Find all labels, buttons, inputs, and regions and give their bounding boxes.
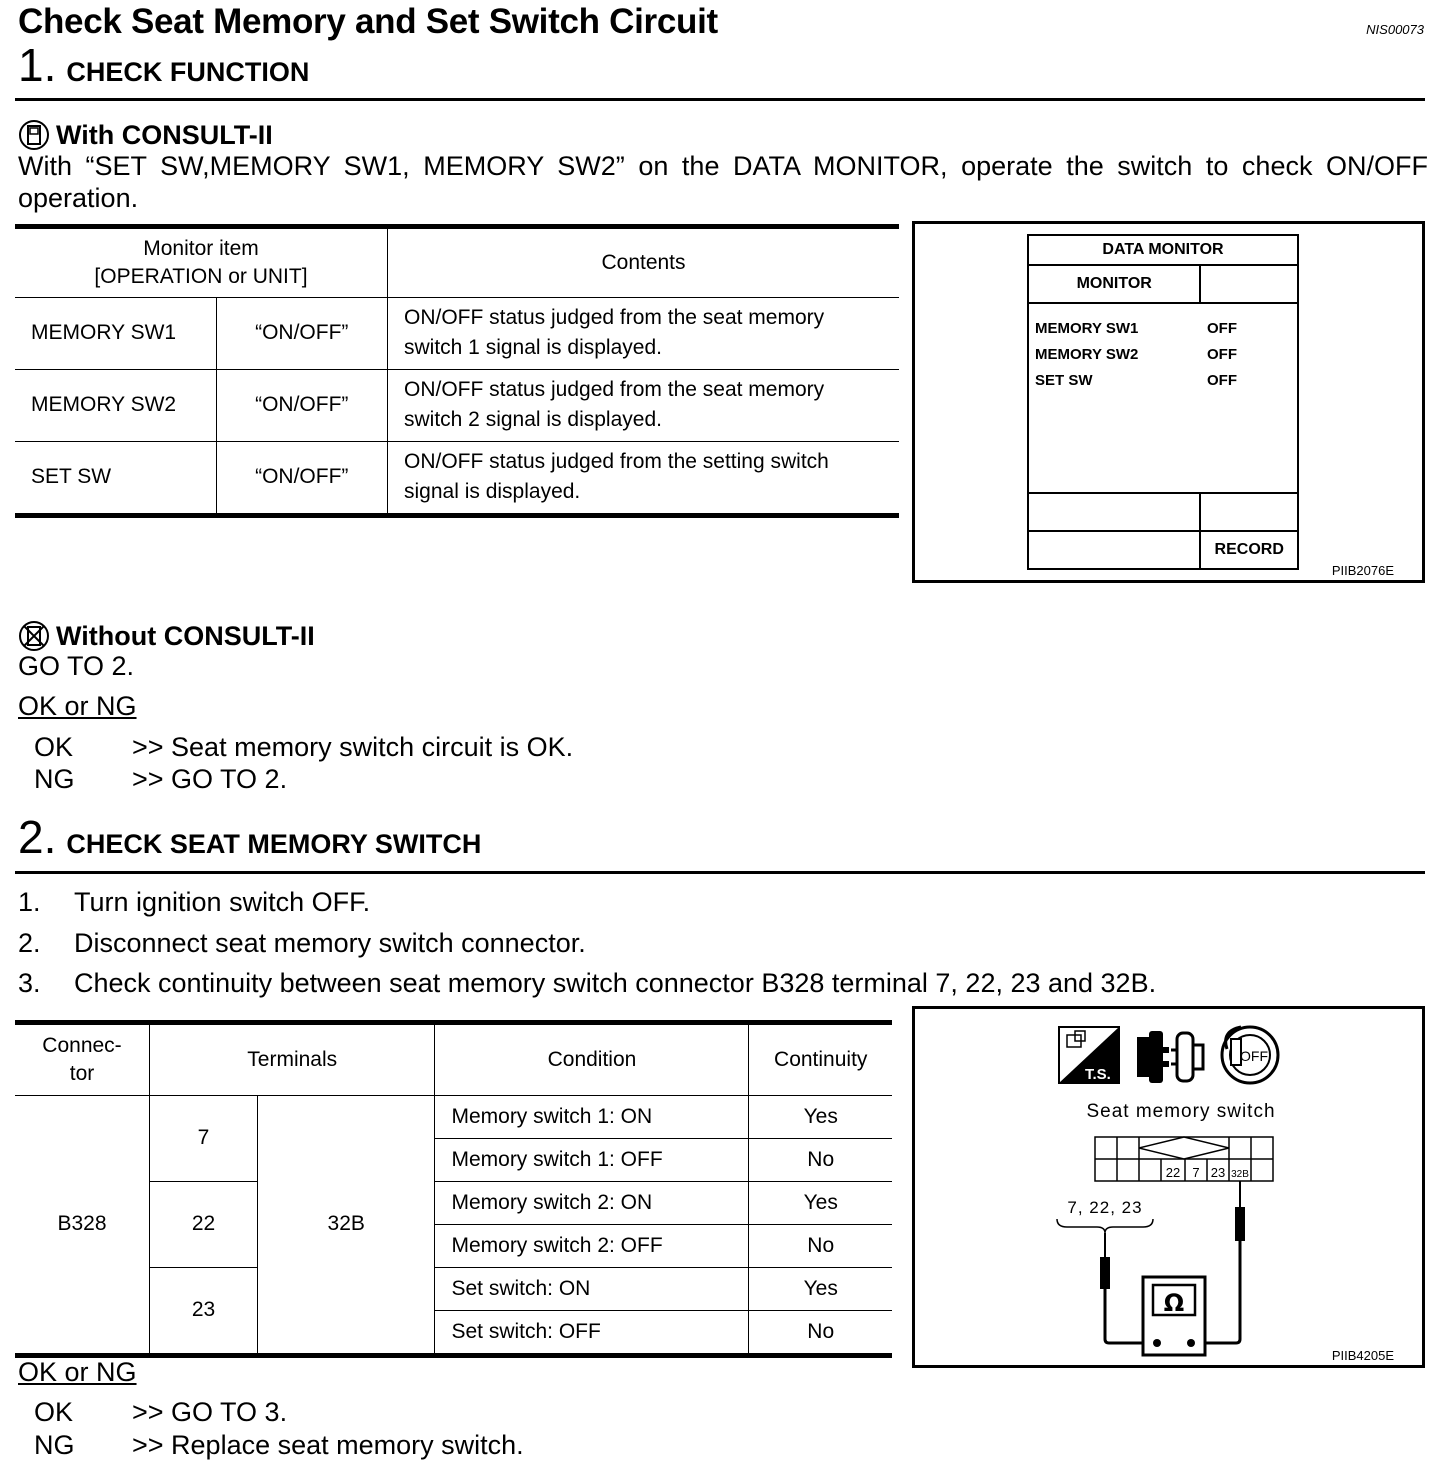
continuity-cell: No <box>749 1138 892 1181</box>
condition-cell: Memory switch 1: ON <box>435 1095 749 1138</box>
monitor-item-table <box>15 229 899 513</box>
continuity-cell: Yes <box>749 1267 892 1310</box>
monitor-item-name: MEMORY SW2 <box>15 369 216 441</box>
connector-cell: B328 <box>15 1095 150 1353</box>
monitor-row <box>1035 342 1291 368</box>
table-row <box>15 441 899 513</box>
ok-result: >> Seat memory switch circuit is OK. <box>132 732 574 762</box>
monitor-row-value: OFF <box>1207 372 1237 389</box>
ok-label: OK <box>34 732 74 762</box>
continuity-cell: No <box>749 1310 892 1353</box>
data-monitor-figure <box>912 221 1425 583</box>
data-monitor-header: DATA MONITOR <box>1028 235 1298 265</box>
step-name: CHECK FUNCTION <box>66 57 310 87</box>
seat-memory-switch-figure <box>912 1006 1425 1368</box>
monitor-item-unit: “ON/OFF” <box>216 441 387 513</box>
monitor-values <box>1028 303 1298 493</box>
list-item: Turn ignition switch OFF. <box>74 887 371 917</box>
terminal-cell: 22 <box>150 1181 258 1267</box>
without-consult-heading <box>18 620 315 652</box>
screen-button-empty[interactable] <box>1200 493 1298 531</box>
brace <box>1057 1219 1153 1233</box>
off-label: OFF <box>1240 1048 1268 1064</box>
pin-label: 32B <box>1231 1169 1249 1180</box>
monitor-row <box>1035 316 1291 342</box>
without-consult-label: Without CONSULT-II <box>56 620 315 651</box>
terminal-cell: 7 <box>150 1095 258 1181</box>
table-row <box>15 369 899 441</box>
table-header-row <box>15 229 899 297</box>
step-1-heading <box>18 39 310 91</box>
continuity-cell: Yes <box>749 1095 892 1138</box>
ng-result: >> Replace seat memory switch. <box>132 1430 524 1460</box>
monitor-table-frame <box>15 224 899 518</box>
pin-label: 7 <box>1192 1165 1200 1180</box>
page-title: Check Seat Memory and Set Switch Circuit <box>18 2 718 41</box>
continuity-cell: No <box>749 1224 892 1267</box>
monitor-item-contents: ON/OFF status judged from the setting switch signal is displayed. <box>388 441 900 513</box>
monitor-item-unit: “ON/OFF” <box>216 369 387 441</box>
switch-diagram <box>915 1009 1422 1365</box>
consult-icon <box>18 119 50 151</box>
ok-ng-heading: OK or NG <box>18 1357 137 1387</box>
table-header-row <box>15 1025 892 1095</box>
pin-label: 22 <box>1165 1165 1181 1180</box>
goto-text: GO TO 2. <box>18 651 135 681</box>
connector-disconnect-icon <box>1137 1031 1203 1083</box>
ts-label: T.S. <box>1085 1066 1111 1083</box>
header-subtext: [OPERATION or UNIT] <box>94 264 308 288</box>
condition-cell: Memory switch 1: OFF <box>435 1138 749 1181</box>
ok-result: >> GO TO 3. <box>132 1397 288 1427</box>
section-divider <box>15 98 1425 101</box>
monitor-row-value: OFF <box>1207 346 1237 363</box>
with-consult-text: With “SET SW,MEMORY SW1, MEMORY SW2” on the DATA MONITOR, operate the switch to check ON/OFF operation. <box>18 151 1428 213</box>
table-row <box>15 297 899 369</box>
step-2-heading <box>18 811 482 863</box>
monitor-item-header <box>15 229 388 297</box>
contents-header: Contents <box>388 229 900 297</box>
ohmmeter <box>1143 1277 1205 1355</box>
document-id: NIS00073 <box>1366 22 1424 37</box>
ng-result: >> GO TO 2. <box>132 764 288 794</box>
header-text: tor <box>69 1061 95 1085</box>
list-item-number: 3. <box>18 968 41 998</box>
figure-id: PIIB2076E <box>1331 563 1394 578</box>
condition-cell: Memory switch 2: ON <box>435 1181 749 1224</box>
list-item: Disconnect seat memory switch connector. <box>74 928 586 958</box>
header-text: Monitor item <box>143 236 259 260</box>
ok-ng-heading: OK or NG <box>18 691 137 721</box>
screen-button-empty[interactable] <box>1028 531 1200 569</box>
with-consult-label: With CONSULT-II <box>56 119 273 150</box>
monitor-item-contents: ON/OFF status judged from the seat memory switch 1 signal is displayed. <box>388 297 900 369</box>
lead-terminals-label: 7, 22, 23 <box>1067 1198 1143 1217</box>
table-row <box>15 1095 892 1138</box>
monitor-row-name: MEMORY SW2 <box>1035 346 1139 363</box>
condition-cell: Set switch: ON <box>435 1267 749 1310</box>
section-divider <box>15 871 1425 874</box>
step-number: 1. <box>18 39 57 91</box>
terminal-cell: 23 <box>150 1267 258 1353</box>
step-number: 2. <box>18 811 57 863</box>
list-item-number: 2. <box>18 928 41 958</box>
ok-label: OK <box>34 1397 74 1427</box>
monitor-empty-cell <box>1200 265 1298 303</box>
with-consult-heading <box>18 119 273 151</box>
ng-label: NG <box>34 764 75 794</box>
continuity-table-frame <box>15 1020 892 1358</box>
condition-cell: Memory switch 2: OFF <box>435 1224 749 1267</box>
monitor-row-value: OFF <box>1207 320 1237 337</box>
continuity-cell: Yes <box>749 1181 892 1224</box>
continuity-table <box>15 1025 892 1353</box>
list-item-number: 1. <box>18 887 41 917</box>
record-button[interactable]: RECORD <box>1200 531 1298 569</box>
ts-icon <box>1059 1027 1119 1083</box>
figure-id: PIIB4205E <box>1331 1348 1394 1363</box>
no-consult-icon <box>18 620 50 652</box>
monitor-row <box>1035 368 1291 394</box>
list-item: Check continuity between seat memory switch connector B328 terminal 7, 22, 23 and 32B. <box>74 968 1157 998</box>
data-monitor-screen <box>1027 234 1299 570</box>
header-text: Connec- <box>42 1033 122 1057</box>
ohm-icon: Ω <box>1163 1289 1185 1317</box>
step-name: CHECK SEAT MEMORY SWITCH <box>66 829 482 859</box>
monitor-tab: MONITOR <box>1028 265 1200 303</box>
condition-header: Condition <box>435 1025 749 1095</box>
pin-label: 23 <box>1210 1165 1226 1180</box>
seat-memory-switch-label: Seat memory switch <box>1086 1101 1276 1122</box>
monitor-row-name: MEMORY SW1 <box>1035 320 1139 337</box>
connector-header <box>15 1025 150 1095</box>
monitor-item-contents: ON/OFF status judged from the seat memory switch 2 signal is displayed. <box>388 369 900 441</box>
terminals-header: Terminals <box>150 1025 435 1095</box>
monitor-item-name: SET SW <box>15 441 216 513</box>
ignition-off-icon <box>1222 1027 1278 1083</box>
ng-label: NG <box>34 1430 75 1460</box>
terminal-cell: 32B <box>258 1095 435 1353</box>
continuity-header: Continuity <box>749 1025 892 1095</box>
screen-button-empty[interactable] <box>1028 493 1200 531</box>
monitor-row-name: SET SW <box>1035 372 1093 389</box>
monitor-item-name: MEMORY SW1 <box>15 297 216 369</box>
monitor-item-unit: “ON/OFF” <box>216 297 387 369</box>
condition-cell: Set switch: OFF <box>435 1310 749 1353</box>
